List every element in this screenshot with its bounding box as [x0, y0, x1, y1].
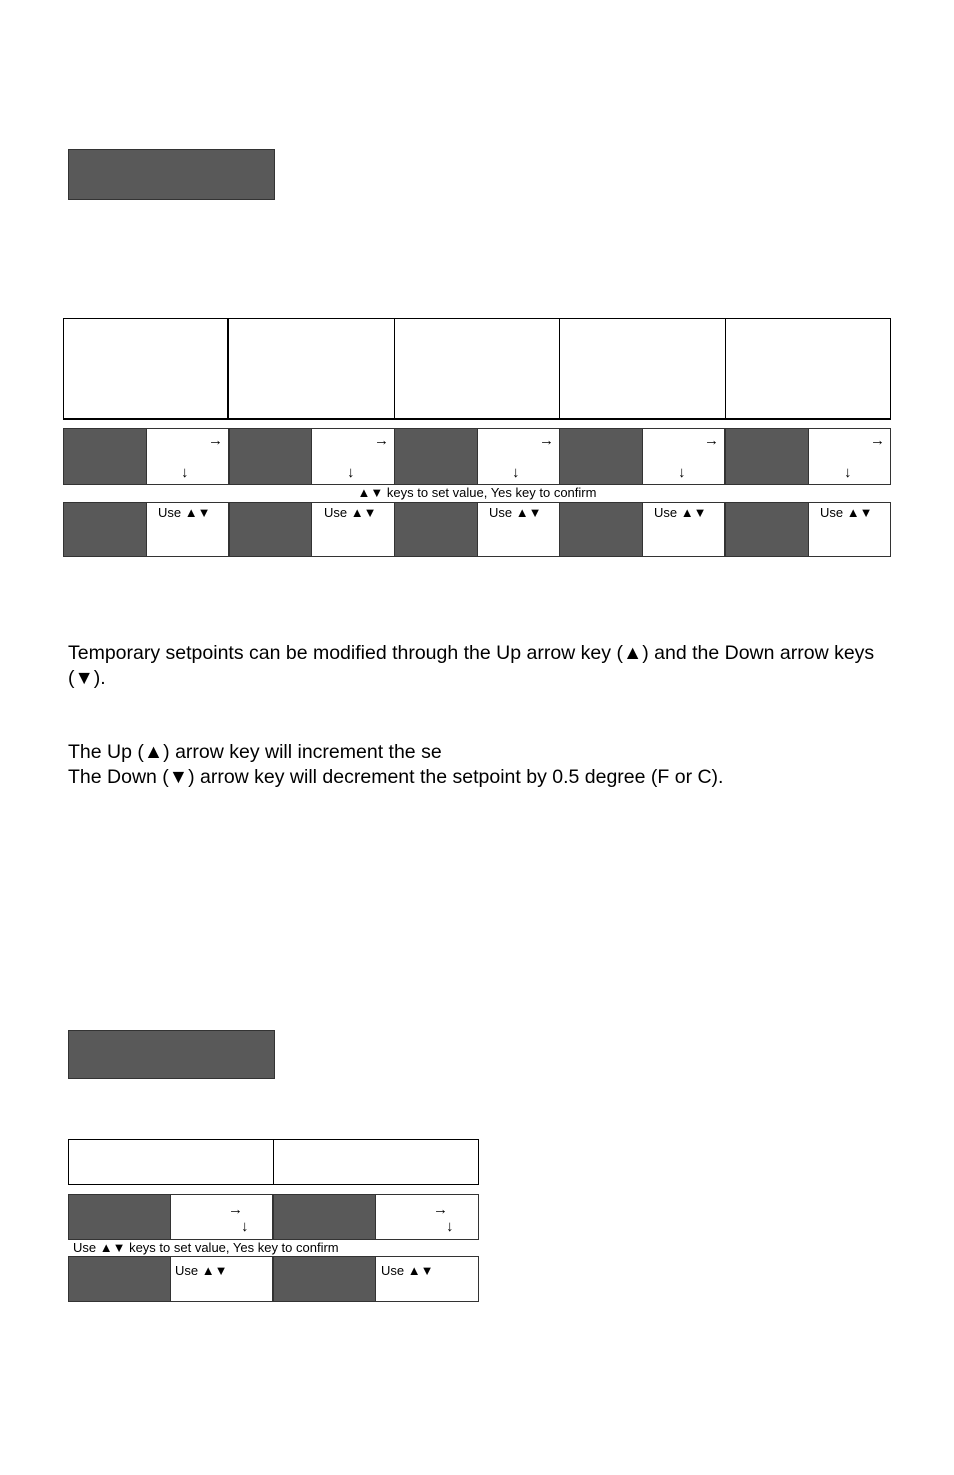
right-arrow-icon: →: [228, 1201, 243, 1218]
table1-header-cell: [395, 319, 560, 419]
display-cell: [394, 428, 478, 485]
nav-cell: [477, 428, 560, 485]
nav-cell: [146, 428, 229, 485]
display-cell: [725, 502, 809, 557]
section-title-box-2: [68, 1030, 275, 1079]
down-arrow-icon: ↓: [844, 464, 852, 481]
input-cell: [642, 502, 725, 557]
nav-cell: [642, 428, 725, 485]
down-arrow-icon: ↓: [512, 464, 520, 481]
right-arrow-icon: →: [208, 432, 223, 449]
nav-cell: [375, 1194, 479, 1240]
paragraph-up-key: The Up (▲) arrow key will increment the se: [68, 741, 442, 763]
table2-header: [68, 1139, 479, 1185]
section-title-box-1: [68, 149, 275, 200]
display-cell: [725, 428, 809, 485]
paragraph-temporary-setpoints: Temporary setpoints can be modified through the Up arrow key (▲) and the Down arrow keys (▼).: [68, 642, 875, 689]
display-cell: [273, 1194, 376, 1240]
right-arrow-icon: →: [374, 432, 389, 449]
use-label: Use ▲▼: [175, 1263, 228, 1278]
down-arrow-icon: ↓: [181, 464, 189, 481]
down-arrow-icon: ↓: [347, 464, 355, 481]
use-label: Use ▲▼: [654, 505, 707, 520]
display-cell: [68, 1256, 171, 1302]
right-arrow-icon: →: [704, 432, 719, 449]
display-cell: [63, 428, 147, 485]
right-arrow-icon: →: [539, 432, 554, 449]
use-label: Use ▲▼: [158, 505, 211, 520]
down-arrow-icon: ↓: [446, 1218, 454, 1235]
nav-cell: [808, 428, 891, 485]
use-label: Use ▲▼: [381, 1263, 434, 1278]
input-cell: [375, 1256, 479, 1302]
table2-header-cell: [69, 1140, 274, 1184]
use-label: Use ▲▼: [324, 505, 377, 520]
down-arrow-icon: ↓: [241, 1218, 249, 1235]
display-cell: [273, 1256, 376, 1302]
table1-header: [63, 318, 891, 420]
display-cell: [559, 502, 643, 557]
table1-header-cell: [560, 319, 726, 419]
table2-row-2: [68, 1256, 479, 1302]
table2-note: Use ▲▼ keys to set value, Yes key to confirm: [73, 1240, 339, 1255]
use-label: Use ▲▼: [489, 505, 542, 520]
input-cell: [170, 1256, 273, 1302]
display-cell: [229, 428, 312, 485]
input-cell: [146, 502, 229, 557]
input-cell: [311, 502, 395, 557]
table1-note: ▲▼ keys to set value, Yes key to confirm: [357, 485, 597, 500]
nav-cell: [311, 428, 395, 485]
down-arrow-icon: ↓: [678, 464, 686, 481]
table1-row-1: [63, 428, 891, 485]
table1-row-2: [63, 502, 891, 557]
table1-header-cell: [726, 319, 890, 419]
use-label: Use ▲▼: [820, 505, 873, 520]
table2-row-1: [68, 1194, 479, 1240]
display-cell: [559, 428, 643, 485]
right-arrow-icon: →: [870, 432, 885, 449]
display-cell: [229, 502, 312, 557]
table1-header-cell: [64, 319, 229, 419]
input-cell: [808, 502, 891, 557]
paragraph-down-key: The Down (▼) arrow key will decrement the setpoint by 0.5 degree (F or C).: [68, 766, 724, 788]
display-cell: [63, 502, 147, 557]
display-cell: [394, 502, 478, 557]
right-arrow-icon: →: [433, 1201, 448, 1218]
input-cell: [477, 502, 560, 557]
table1-header-cell: [229, 319, 395, 419]
nav-cell: [170, 1194, 273, 1240]
display-cell: [68, 1194, 171, 1240]
